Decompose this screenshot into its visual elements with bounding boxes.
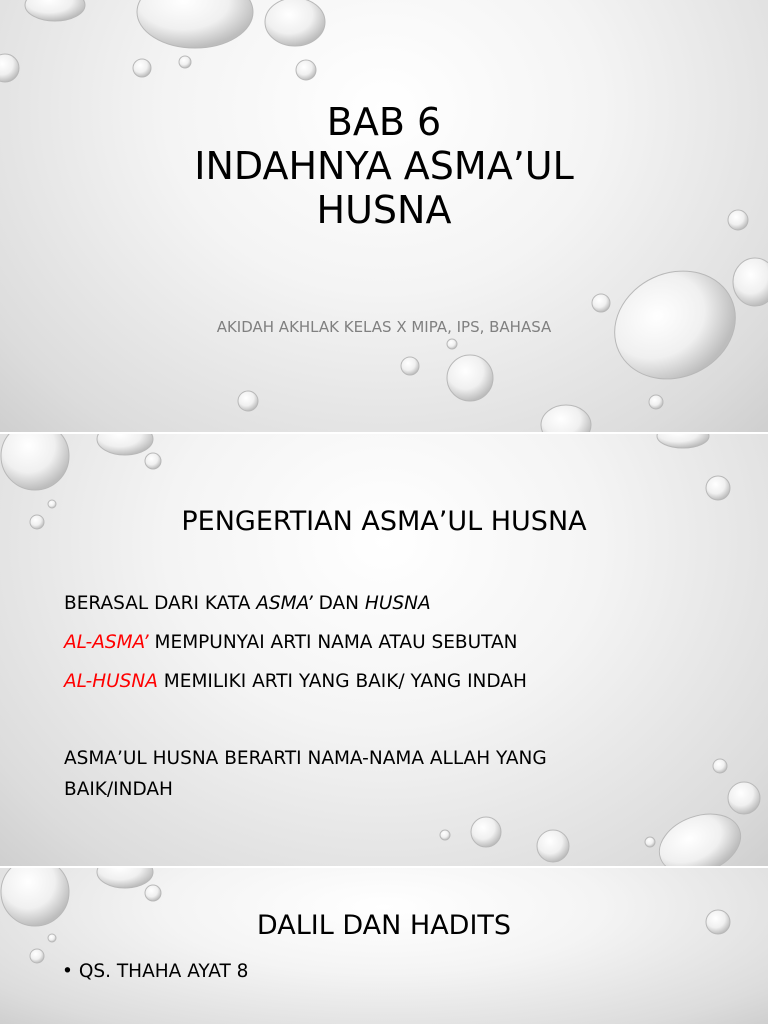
text-span: DAN	[312, 593, 365, 614]
bullet-text: QS. THAHA AYAT 8	[78, 961, 249, 982]
term-al-asma: AL-ASMA’	[64, 632, 149, 653]
definition-list	[64, 588, 684, 697]
paragraph-line: ASMA’UL HUSNA BERARTI NAMA-NAMA ALLAH YANG	[64, 748, 547, 769]
term-husna: HUSNA	[364, 593, 431, 614]
slide-title	[0, 100, 768, 232]
dalil-list	[62, 956, 682, 987]
slide-heading: DALIL DAN HADITS	[256, 910, 512, 941]
text-span: MEMILIKI ARTI YANG BAIK/ YANG INDAH	[157, 671, 527, 692]
text-span: MEMPUNYAI ARTI NAMA ATAU SEBUTAN	[148, 632, 518, 653]
definition-paragraph	[64, 743, 684, 805]
term-asma: ASMA’	[256, 593, 313, 614]
definition-slide	[0, 434, 768, 866]
title-slide	[0, 0, 768, 432]
water-drops-decoration	[0, 868, 768, 1024]
slide-subtitle: AKIDAH AKHLAK KELAS X MIPA, IPS, BAHASA	[216, 318, 552, 336]
text-span: BERASAL DARI KATA	[64, 593, 257, 614]
title-line: BAB 6	[326, 100, 442, 144]
definition-line-al-asma	[64, 627, 684, 658]
bullet-icon: •	[62, 961, 73, 982]
title-line: INDAHNYA ASMA’UL	[194, 144, 574, 188]
dalil-slide	[0, 868, 768, 1024]
bullet-item	[62, 956, 682, 987]
definition-line-origin	[64, 588, 684, 619]
definition-line-al-husna	[64, 666, 684, 697]
slide-heading: PENGERTIAN ASMA’UL HUSNA	[181, 506, 587, 537]
paragraph-line: BAIK/INDAH	[64, 779, 173, 800]
title-line: HUSNA	[316, 188, 452, 232]
term-al-husna: AL-HUSNA	[64, 671, 158, 692]
